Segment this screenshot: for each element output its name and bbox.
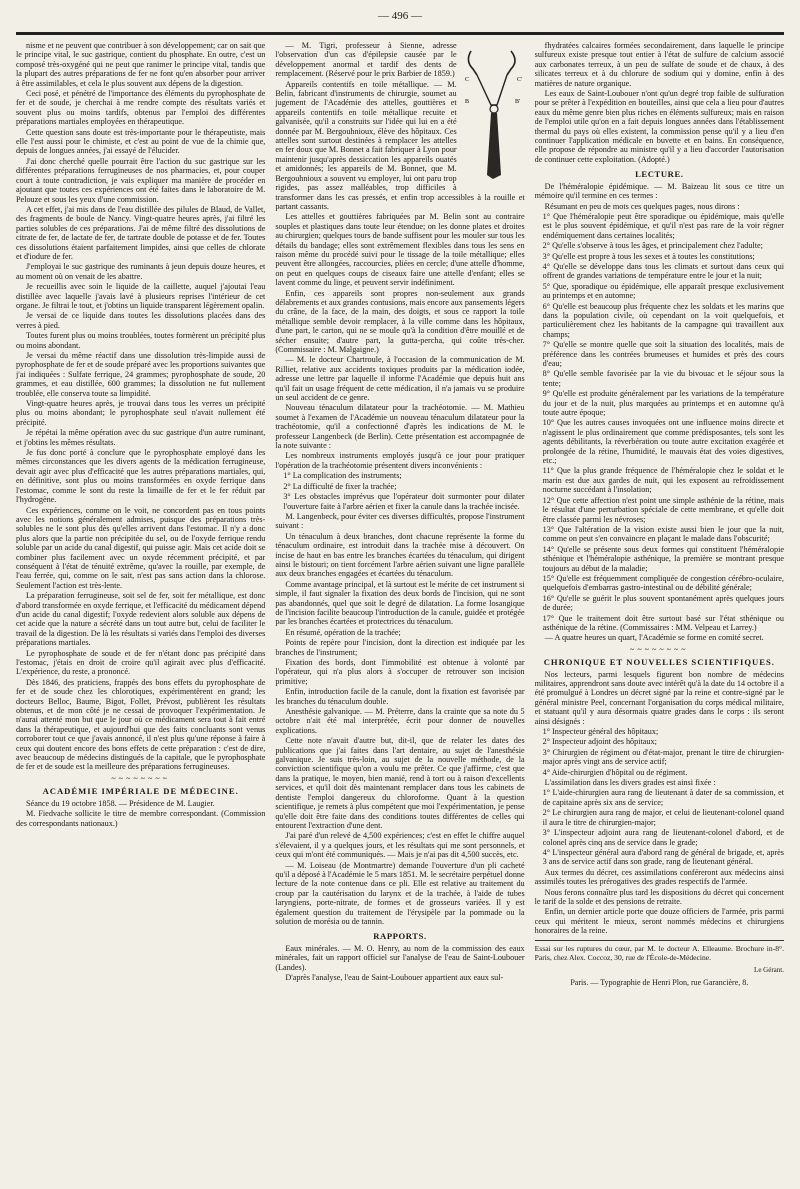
paragraph: J'ai donc cherché quelle pourrait être l'action du suc gastrique sur les différentes préparations ferrugineuses de nos pharmacies, et, pour couper court à toute contradiction, je vais expliquer ma manière de procéder en ajoutant que toutes ces expériences ont été faites dans le laboratoire de M. Pelouze et sous les yeux d'une commission. [16,156,266,204]
ornament-divider-2: ~~~~~~~~ [630,644,689,654]
paragraph: Cette note n'avait d'autre but, dit-il, que de relater les dates des publications que j'ai faites dans l'art dentaire, au sujet de l'anesthésie galvanique. Je suis très-loin, au sujet de la nouvelle méthode, de la conviction scientifique qu'on a voulu me prêter. Ce que j'affirme, c'est que dans la pratique, le moyen, bien manié, rend à tort ou à raison d'excellents services, et qu'il doit dès maintenant remplacer dans tous les cabinets de dentiste l'emploi dangereux du chloroforme. Quant à la question scientifique, je remets à plus compétent que moi l'expérimentation, je pense qu'elle doit être faite dans des conditions toutes différentes de celles qui entourent l'extraction d'une dent. [275,736,525,830]
paragraph: Anesthésie galvanique. — M. Préterre, dans la crainte que sa note du 5 octobre n'ait été mal interprétée, écrit pour donner de nouvelles explications. [275,707,525,735]
col1-body [16,41,265,772]
paragraph: Toutes furent plus ou moins troublées, toutes formèrent un précipité plus ou moins abondant. [16,331,266,350]
columns [16,41,784,1186]
column-middle [275,41,524,1186]
paragraph: 2° Inspecteur adjoint des hôpitaux; [542,737,657,747]
paragraph: La préparation ferrugineuse, soit sel de fer, soit fer métallique, est donc d'abord transformée en oxyde ferrique, et l'efficacité du médicament dépend d'un acide du canal digestif; l'oxyde redevient alors soluble aux dépens de cet acide que la nature a sécrété dans un tout autre but, celui de faciliter le travail de la digestion. De là les résultats si variés dans l'emploi des diverses préparations martiales. [16,591,266,648]
ornament-divider: ~~~~~~~~ [111,773,170,783]
paragraph: A cet effet, j'ai mis dans de l'eau distillée des pilules de Blaud, de Vallet, des fragments de boule de Nancy. Vingt-quatre heures après, j'ai filtré les parties solubles de ces préparations. J'ai de même filtré des dissolutions de citrate de fer, de lactate de fer, de tartrate double de potasse et de fer. Toutes ces dissolutions étaient parfaitement limpides, ainsi que celles de chlorate et d'iodure de fer. [16,204,266,261]
paragraph: 4° Aide-chirurgien d'hôpital ou de régiment. [542,767,688,777]
paragraph: 2° Qu'elle s'observe à tous les âges, et principalement chez l'adulte; [542,241,763,251]
paragraph: Ceci posé, et pénétré de l'importance des éléments du pyrophosphate de fer et de soude, je cherchai à me rendre compte des résultats variés et souvent plus ou moins tardifs, obtenus par l'emploi des différentes préparations martiales employées en thérapeutique. [16,89,266,127]
paragraph: — M. Tigri, professeur à Sienne, adresse l'observation d'un cas d'épilepsie causée par le développement anormal et tardif des dents de remplacement. (Réservé pour le prix Barbier de 1859.) [275,41,457,79]
paragraph: 6° Qu'elle est beaucoup plus fréquente chez les soldats et les marins que dans la population civile, où cependant on la voit quelquefois, et particulièrement chez les habitants de la campagne qui travaillent aux champs; [542,301,784,339]
paragraph: Les nombreux instruments employés jusqu'à ce jour pour pratiquer l'opération de la trachéotomie présentent divers inconvénients : [275,451,525,470]
section-title-rapports: RAPPORTS. [373,931,427,942]
paragraph: Fixation des bords, dont l'immobilité est obtenue à volonté par l'opérateur, qui n'a plus alors à s'occuper de retrouver son incision primitive; [275,658,525,686]
paragraph: 1° L'aide-chirurgien aura rang de lieutenant à dater de sa commission, et de capitaine après six ans de service; [542,788,784,807]
paragraph: M. Langenbeck, pour éviter ces diverses difficultés, propose l'instrument suivant : [275,511,525,531]
paragraph: Nouveau ténaculum dilatateur pour la trachéotomie. — M. Mathieu soumet à l'examen de l'Académie un nouveau ténaculum dilatateur pour la trachéotomie, qu'il a confectionné d'après les indications de M. le professeur Langenbeck (de Berlin). Cette présentation est accompagnée de la note suivante : [275,403,525,451]
paragraph: 9° Qu'elle est produite généralement par les variations de la température du jour et de la nuit, plus marquées au printemps et en automne qu'à toute autre époque; [542,389,784,418]
paragraph: D'après l'analyse, l'eau de Saint-Loubouer appartient aux eaux sul- [285,973,504,982]
paragraph: J'ai paré d'un relevé de 4,500 expériences; c'est en effet le chiffre auquel s'élevaient, il y a quelques jours, et les résultats qui me sont personnels, et ceux qui m'ont été communiqués. — Mais je n'ai pas dit 4,500 succès, etc. [275,831,525,860]
paragraph: 2° La difficulté de fixer la trachée; [283,481,397,491]
paragraph: De l'héméralopie épidémique. — M. Baizeau lit sous ce titre un mémoire qu'il termine en ces termes : [534,181,784,201]
seance-line: Séance du 19 octobre 1858. — Présidence de M. Laugier. [26,798,215,808]
chronique-body [535,670,784,936]
paragraph: 3° Qu'elle est propre à tous les sexes et à toutes les constitutions; [542,251,755,261]
paragraph: 1° Que l'héméralopie peut être sporadique ou épidémique, mais qu'elle est le plus souvent épidémique, et qu'il n'est pas rare de la voir régner endémiquement dans certaines localités; [542,211,784,240]
paragraph: Eaux minérales. — M. O. Henry, au nom de la commission des eaux minérales, fait un rapport officiel sur l'analyse de l'eau de Saint-Loubouer (Landes). [275,943,525,972]
paragraph: 8° Qu'elle semble favorisée par la vie du bivouac et le séjour sous la tente; [542,369,784,388]
paragraph: Les attelles et gouttières fabriquées par M. Belin sont au contraire souples et plastiques dans toute leur étendue; on les donne plates et droites au chirurgien; quelques tours de bande suffisent pour les mouler sur tous les détails du bandage; elles sont extrêmement flexibles dans tous les sens en raison même du procédé suivi pour le tissage de la toile métallique; elles peuvent être allongées, raccourcies, pliées en cercle; d'une attelle d'homme, on peut en quelques coups de ciseaux faire une attelle d'enfant; elles se lavent comme du linge, et peuvent servir indéfiniment. [275,212,525,288]
paragraph: 1° La complication des instruments; [283,471,402,481]
paragraph: — M. le docteur Chartroule, à l'occasion de la communication de M. Rilliet, relative aux accidents toxiques produits par la médication iodée, adresse une lettre par laquelle il informe l'Académie que depuis huit ans qu'il fait un usage fréquent de cette médication, il n'a jamais vu se produire un seul accident de ce genre. [275,355,525,403]
paragraph: nisme et ne peuvent que contribuer à son développement; car on sait que le principe vital, le suc gastrique, contient du phosphate. En outre, c'est un composé très-oxygéné qui ne peut que ranimer le principe vital, tandis que la plupart des autres préparations de fer ne font qu'en absorber pour arriver à être assimilables, et cela le plus souvent aux dépens de la digestion. [16,41,266,88]
paragraph: 13° Que l'altération de la vision existe aussi bien le jour que la nuit, comme on peut s'en convaincre en plaçant le malade dans l'obscurité; [542,524,784,544]
svg-text:B: B [464,99,469,105]
paragraph: En résumé, opération de la trachée; [285,627,401,637]
section-title-academie: ACADÉMIE IMPÉRIALE DE MÉDECINE. [42,786,239,797]
paragraph: 4° L'inspecteur général aura d'abord rang de général de brigade, et, après 3 ans de service actif dans son grade, rang de lieutenant général. [542,847,784,867]
paragraph: 15° Qu'elle est fréquemment compliquée de congestion cérébro-oculaire, quelquefois d'embarras gastro-intestinal ou de débilité générale; [542,573,784,593]
paragraph: Je répétai la même opération avec du suc gastrique d'un autre ruminant, et j'obtins les mêmes résultats. [16,428,266,447]
paragraph: Je versai du même réactif dans une dissolution très-limpide aussi de pyrophosphate de fer et de soude préparé avec les proportions suivantes que j'ai indiquées : Sulfate ferrique, 24 grammes; pyrophosphate de soude, 20 grammes, et eau distillée, 600 grammes; la dissolution ne fut nullement troublée, elle conserva toute sa limpidité. [16,351,266,398]
paragraph: Le pyrophosphate de soude et de fer n'étant donc pas précipité dans l'estomac, j'étais en droit de croire qu'il agirait avec plus d'efficacité. L'expérience, du reste, a prononcé. [16,648,266,677]
paragraph: L'assimilation dans les divers grades est ainsi fixée : [544,778,716,788]
paragraph: 4° Qu'elle se développe dans tous les climats et surtout dans ceux qui offrent de grandes variations de température entre le jour et la nuit; [542,261,784,281]
paragraph: Ces expériences, comme on le voit, ne concordent pas en tous points avec les notions généralement admises, puisque des préparations très-solubles ne le sont plus dès qu'elles arrivent dans l'estomac. Il n'y a donc plus alors que la partie non précipitée du sel, ou de l'oxyde ferrique rendu soluble par un acide du canal digestif, qui puisse agir. Mais cet acide doit se combiner plus facilement avec un oxyde récemment précipité, et par conséquent à l'état de ténuité extrême, qu'avec la rouille, par exemple, de l'eau ferrée, qui, comme on le sait, n'est pas sans action dans la chlorose. Seulement l'action est très-lente. [16,505,266,590]
paragraph: 10° Que les autres causes invoquées ont une influence moins directe et n'agissent le plus ordinairement que comme prédisposantes, tels sont les agents débilitants, la réverbération ou toute autre excitation exagérée et prolongée de la rétine, l'humidité, le mauvais état des voies digestives, etc.; [542,418,784,466]
svg-text:C: C [464,77,469,83]
paragraph: 7° Qu'elle se montre quelle que soit la situation des localités, mais de préférence dans les contrées brumeuses et humides et près des cours d'eau; [542,340,784,368]
svg-text:C': C' [516,77,522,83]
paragraph: Aux termes du décret, ces assimilations conféreront aux médecins ainsi assimilés toutes les prérogatives des grades respectifs de l'armée. [534,867,784,887]
paragraph: 16° Qu'elle se guérit le plus souvent spontanément après quelques jours de durée; [542,593,784,613]
paragraph: 12° Que cette affection n'est point une simple asthénie de la rétine, mais le résultat d'une perturbation spéciale de cette membrane, et qu'elle doit être classée parmi les névroses; [542,495,784,524]
paragraph: Un ténaculum à deux branches, dont chacune représente la forme du ténaculum ordinaire, est introduit dans la trachée mise à découvert. On incise de haut en bas entre les branches écartées du ténaculum, qui dirigent ainsi le bistouri; on tient forcément l'arbre aérien suivant une ligne parallèle aux deux branches engagées et écartées du ténaculum. [275,531,525,579]
printer-imprint: Paris. — Typographie de Henri Plon, rue Garancière, 8. [570,977,749,987]
paragraph: Vingt-quatre heures après, je trouvai dans tous les verres un précipité plus ou moins abondant; le pyrophosphate seul n'avait nullement été précipité. [16,399,266,427]
paragraph: Les eaux de Saint-Loubouer n'ont qu'un degré trop faible de sulfuration pour se prêter à l'expédition en bouteilles, ainsi que cela a lieu pour d'autres eaux du même genre bien plus riches en éléments sulfureux; mais en raison de l'emploi utile qu'on en a fait depuis longues années dans l'établissement thermal du pays où elles existent, la commission pense qu'il y a lieu d'en continuer l'application médicale en buvette et en bains. En conséquence, elle propose de répondre au ministre qu'il y a lieu d'accorder l'autorisation de continuer cette exploitation. (Adopté.) [534,89,784,164]
paragraph: 17° Que le traitement doit être surtout basé sur l'état sthénique ou asthénique de la rétine. (Commissaires : MM. Velpeau et Larrey.) [542,613,784,632]
paragraph: 1° Inspecteur général des hôpitaux; [542,727,659,737]
gerant-line: Le Gérant. [754,966,784,975]
paragraph: — M. Loiseau (de Montmartre) demande l'ouverture d'un pli cacheté qu'il a déposé à l'Académie le 5 mars 1851. M. le secrétaire perpétuel donne lecture de la note contenue dans ce pli. Elle est relative au traitement du croup par la cautérisation du larynx et de la trachée, à l'aide de tubes laryngiens, porte-nitrate, de formes et de grosseurs variées. Il y est également question du traitement de l'érysipèle par la pommade ou la solution de morésia ou de tannin. [275,860,525,926]
paragraph: Cette question sans doute est très-importante pour le thérapeutiste, mais elle l'est aussi pour le chimiste, et c'est au point de vue de la chimie que, depuis de longues années, j'ai essayé de l'élucider. [16,127,266,156]
paragraph: Nos lecteurs, parmi lesquels figurent bon nombre de médecins militaires, apprendront sans doute avec intérêt qu'à la date du 14 octobre il a été promulgué à Londres un décret signé par la reine et contre-signé par le général ministre Peel, concernant l'organisation du corps médical militaire, et statuant qu'il y aura désormais quatre grades dans le corps : ils seront ainsi désignés : [534,669,784,726]
paragraph: Résumant en peu de mots ces quelques pages, nous dirons : [544,201,740,211]
col3-body [535,41,784,164]
paragraph: 11° Que la plus grande fréquence de l'héméralopie chez le soldat et le marin est due aux gardes de nuit, qui les exposent au refroidissement nocturne succédant à l'insolation; [542,466,784,495]
paragraph: Je versai de ce liquide dans toutes les dissolutions placées dans des verres à pied. [16,311,266,330]
paragraph: Dès 1846, des praticiens, frappés des bons effets du pyrophosphate de fer et de soude chez les chlorotiques, expérimentèrent en grand; les docteurs Belloc, Baume, Bigot, Follet, Prévost, publièrent les résultats obtenus, et de mon côté je ne cessai de provoquer l'expérimentation. Je n'aurai attenté mon but que le jour où ce médicament sera tout à fait entré dans la thérapeutique, et aujourd'hui que des faits concluants sont venus corroborer tout ce que j'avais annoncé, il n'est plus qu'une réponse à faire à ceux qui doutent encore des bons effets de cette préparation : c'est de dire, avec beaucoup de médecins distingués de la capitale, que le pyrophosphate de fer et de soude est la meilleure des préparations ferrugineuses. [16,677,266,772]
paragraph: J'employai le suc gastrique des ruminants à jeun depuis douze heures, et au moment où on venait de les abattre. [16,262,266,281]
paragraph: Enfin, introduction facile de la canule, dont la fixation est favorisée par les branches du ténaculum double. [275,687,525,706]
tenaculum-illustration [463,43,525,183]
paragraph: 2° Le chirurgien aura rang de major, et celui de lieutenant-colonel quand il aura le titre de chirurgien-major; [542,808,784,827]
column-right [535,41,784,1186]
paragraph: Je recueillis avec soin le liquide de la caillette, auquel j'ajoutai l'eau distillée avec laquelle j'avais lavé à plusieurs reprises l'intérieur de cet organe. Je filtrai le tout, et j'obtins un liquide transparent légèrement opalin. [16,282,266,310]
svg-text:B': B' [514,99,520,105]
lecture-body [535,182,784,643]
page-number: — 496 — [378,10,422,22]
paragraph: 3° L'inspecteur adjoint aura rang de lieutenant-colonel d'abord, et de colonel après cinq ans de service dans le grade; [542,828,784,847]
paragraph: — A quatre heures un quart, l'Académie se forme en comité secret. [544,633,764,643]
paragraph: fhydratées calcaires formées secondairement, dans laquelle le principe sulfureux existe presque tout entier à l'état de sulfure de calcium associé aux carbonates terreux, à un peu de sulfate de soude et de chaux, à des silicates terreux et à du chlorure de sodium qui y domine, enfin à des matières de nature organique. [534,41,784,88]
paragraph: Points de repère pour l'incision, dont la direction est indiquée par les branches de l'instrument; [275,638,525,657]
paragraph: Enfin, ces appareils sont propres non-seulement aux grands délabrements et aux grandes contusions, mais encore aux pansements légers du crâne, de la face, de la main, des doigts, et sous ce rapport la toile métallique semble devoir remplacer, à la ville comme dans les hôpitaux, d'une part, le carton, qui ne se moule qu'à la condition d'être mouillé et de sécher ensuite; d'autre part, la gutta-percha, qui coûte très-cher. (Commissaire : M. Malgaigne.) [275,288,525,354]
rapports-body [275,944,524,983]
section-title-lecture: LECTURE. [635,169,684,180]
paragraph: Nous ferons connaître plus tard les dispositions du décret qui concernent le tarif de la solde et des pensions de retraite. [534,887,784,906]
paragraph: Je fus donc porté à conclure que le pyrophosphate employé dans les mêmes circonstances que les divers agents de la médication ferrugineuse, devait agir avec plus d'efficacité que les autres préparations martiales, qui, en définitive, sont plus ou moins transformées en oxyde ferrique dans l'estomac, comme le sont du reste la limaille de fer et le fer réduit par l'hydrogène. [16,448,266,505]
paragraph: Comme avantage principal, et là surtout est le mérite de cet instrument si simple, il faut signaler la fixation des deux bords de l'incision, qui ne sont pas abandonnés, quel que soit le degré de dilatation. La forme losangique de l'incision facilite beaucoup l'introduction de la canule, guidée et protégée par les branches écartées et protectrices du ténaculum. [275,579,525,627]
paragraph: 3° Les obstacles imprévus que l'opérateur doit surmonter pour dilater l'ouverture faite à l'arbre aérien et fixer la canule dans la trachée incisée. [283,492,525,511]
advertisement: Essai sur les ruptures du cœur, par M. le docteur A. Elleaume. Brochure in-8°. Paris, chez Alex. Coccoz, 30, rue de l'École-de-Médecine. [535,940,784,963]
paragraph: 5° Que, sporadique ou épidémique, elle apparaît presque exclusivement au printemps et en automne; [542,281,784,301]
section-title-chronique: CHRONIQUE ET NOUVELLES SCIENTIFIQUES. [543,657,775,668]
paragraph: 14° Qu'elle se présente sous deux formes qui constituent l'héméralopie sthénique et l'héméralopie asthénique, la première se montrant presque toujours au début de la maladie; [542,544,784,573]
paragraph: Appareils contentifs en toile métallique. — M. Belin, fabricant d'instruments de chirurgie, soumet au jugement de l'Académie des attelles, gouttières et appareils contentifs en toile métallique recuite et galvanisée, qu'il a construits sur l'idée qui lui en a été donnée par M. Bergouhnioux, élève des hôpitaux. Ces attelles sont surtout destinées à remplacer les attelles en fer doux que M. Bonnet a fait fabriquer à Lyon pour maintenir jusqu'après dessiccation les appareils ouatés et amidonnés; les appareils de M. Bonnet, que M. Bergouhnioux a souvent vu employer, lui ont paru trop rigides, pas assez malléables, trop difficiles à transformer dans les cas pressés, et enfin trop accessibles à la rouille et partant cassants. [275,79,525,211]
column-left [16,41,265,1186]
header-rule [16,32,784,35]
paragraph: Enfin, un dernier article porte que douze officiers de l'armée, pris parmi ceux qui méritent le mieux, seront nommés médecins et chirurgiens honoraires de la reine. [534,907,784,936]
paragraph: 3° Chirurgien de régiment ou d'état-major, prenant le titre de chirurgien-major après vingt ans de service actif; [542,747,784,767]
seance-paragraph: M. Fiedvache sollicite le titre de membre correspondant. (Commission des correspondants nationaux.) [16,809,266,828]
